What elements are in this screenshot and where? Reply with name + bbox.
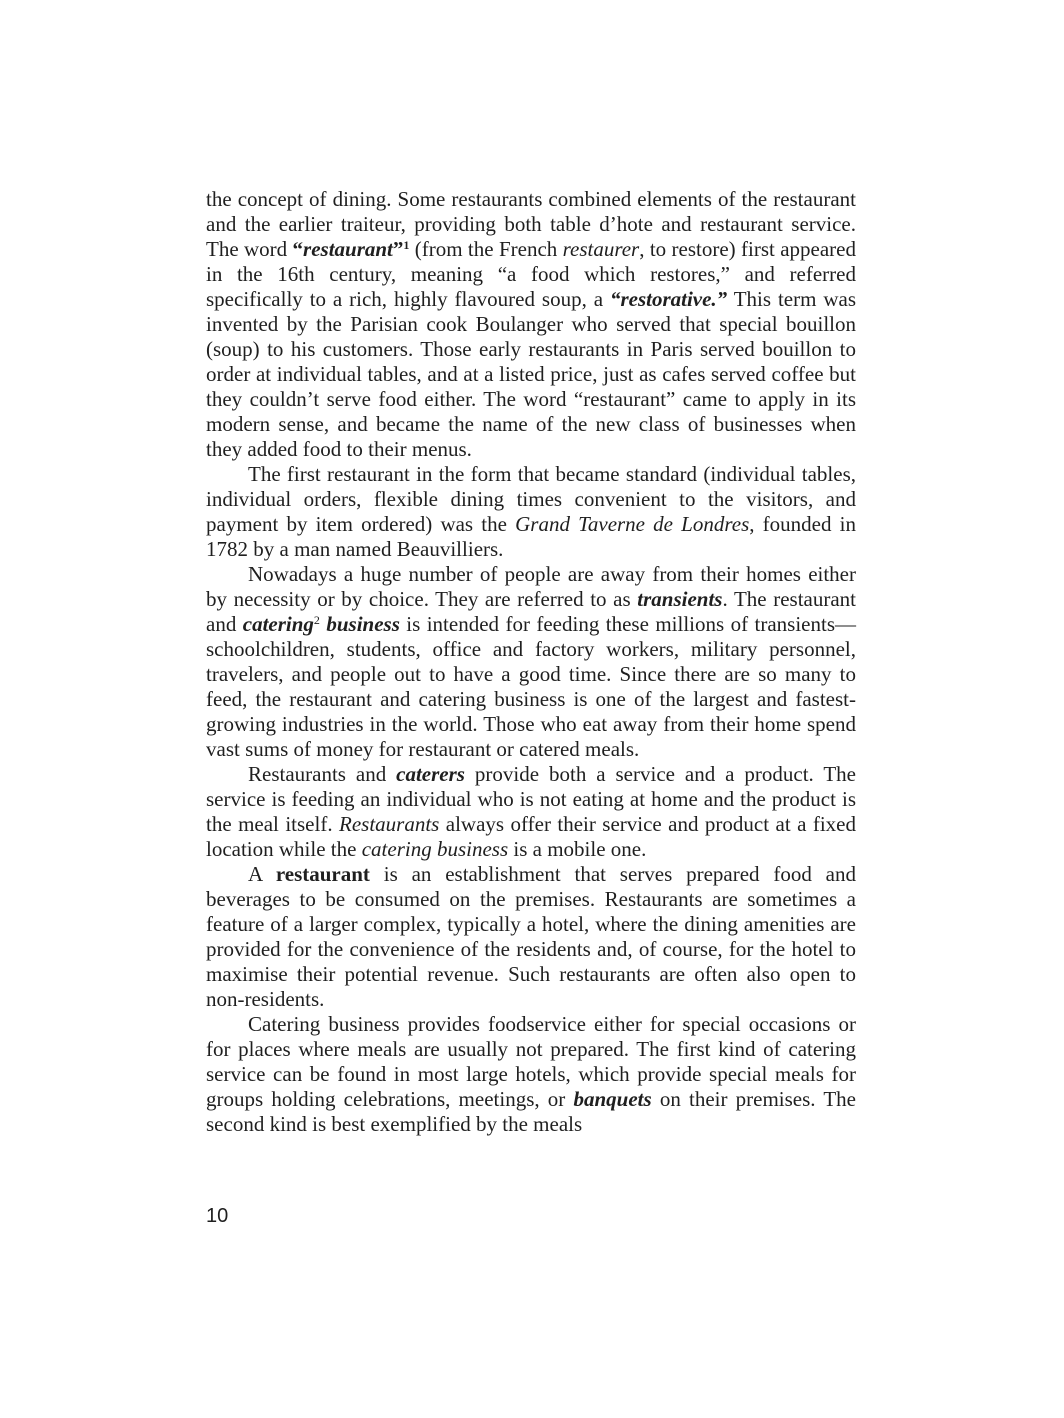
term-grand-taverne: Grand Taverne de Londres (515, 512, 750, 536)
paragraph-5 (206, 862, 856, 1012)
p5-text-1: A (248, 862, 276, 886)
p3-text-2: . The restaurant and (206, 587, 856, 636)
p4-text-2: provide both a service and a product. The service is feeding an individual who is not eating at home and the product is the meal itself. (206, 762, 856, 836)
term-business: business (326, 612, 400, 636)
paragraph-6 (206, 1012, 856, 1137)
term-catering: catering (242, 612, 314, 636)
term-restaurant-bold: restaurant (275, 862, 370, 886)
paragraph-4 (206, 762, 856, 862)
p1-text-2: (from the French (409, 237, 563, 261)
p4-text-1: Restaurants and (248, 762, 397, 786)
quote-open: “ (292, 237, 304, 261)
term-restorative: “restorative.” (609, 287, 728, 311)
p1-text-1: the concept of dining. Some restaurants combined elements of the restaurant and the earlier traiteur, providing both table d’hote and restaurant service. The word (206, 187, 856, 261)
p3-text-3: is intended for feeding these millions of transients— schoolchildren, students, office and factory workers, military personnel, travelers, and people out to have a good time. Since there are so many to feed, the restaurant and catering business is one of the largest and fastest-growing industries in the world. Those who eat away from their home spend vast sums of money for restaurant or catered meals. (206, 612, 856, 761)
quote-close: ” (392, 237, 404, 261)
p2-text-1: The first restaurant in the form that became standard (individual tables, individual orders, flexible dining times convenient to the visitors, and payment by item ordered) was the (206, 462, 856, 536)
p1-text-3: , to restore) first appeared in the 16th century, meaning “a food which restores,” and referred specifically to a rich, highly flavoured soup, a (206, 237, 856, 311)
p4-text-4: is a mobile one. (508, 837, 647, 861)
footnote-marker-1: 1 (403, 238, 410, 252)
p3-text-1: Nowadays a huge number of people are away from their homes either by necessity or by choice. They are referred to as (206, 562, 856, 611)
term-transients: transients (637, 587, 723, 611)
page-body (206, 187, 856, 1137)
term-restaurer: restaurer (562, 237, 640, 261)
term-restaurants-italic: Restaurants (339, 812, 440, 836)
footnote-marker-2: 2 (313, 613, 320, 627)
paragraph-1 (206, 187, 856, 462)
paragraph-2 (206, 462, 856, 562)
page-number: 10 (206, 1205, 229, 1227)
term-caterers: caterers (396, 762, 465, 786)
term-banquets: banquets (573, 1087, 652, 1111)
p6-text-1: Catering business provides foodservice either for special occasions or for places where meals are usually not prepared. The first kind of catering service can be found in most large hotels, which provide special meals for groups holding celebrations, meetings, or (206, 1012, 856, 1111)
p6-text-2: on their premises. The second kind is best exemplified by the meals (206, 1087, 856, 1136)
p1-text-4: This term was invented by the Parisian cook Boulanger who served that special bouillon (soup) to his customers. Those early restaurants in Paris served bouillon to order at individual tables, and at a listed price, just as cafes served coffee but they couldn’t serve food either. The word “restaurant” came to apply in its modern sense, and became the name of the new class of businesses when they added food to their menus. (206, 287, 856, 461)
p2-text-2: , founded in 1782 by a man named Beauvilliers. (206, 512, 856, 561)
p5-text-2: is an establishment that serves prepared food and beverages to be consumed on the premises. Restaurants are sometimes a feature of a larger complex, typically a hotel, where the dining amenities are provided for the convenience of the residents and, of course, for the hotel to maximise their potential revenue. Such restaurants are often also open to non-residents. (206, 862, 856, 1011)
paragraph-3 (206, 562, 856, 762)
p4-text-3: always offer their service and product at a fixed location while the (206, 812, 856, 861)
term-catering-business-italic: catering business (361, 837, 509, 861)
term-restaurant: restaurant (303, 237, 393, 261)
